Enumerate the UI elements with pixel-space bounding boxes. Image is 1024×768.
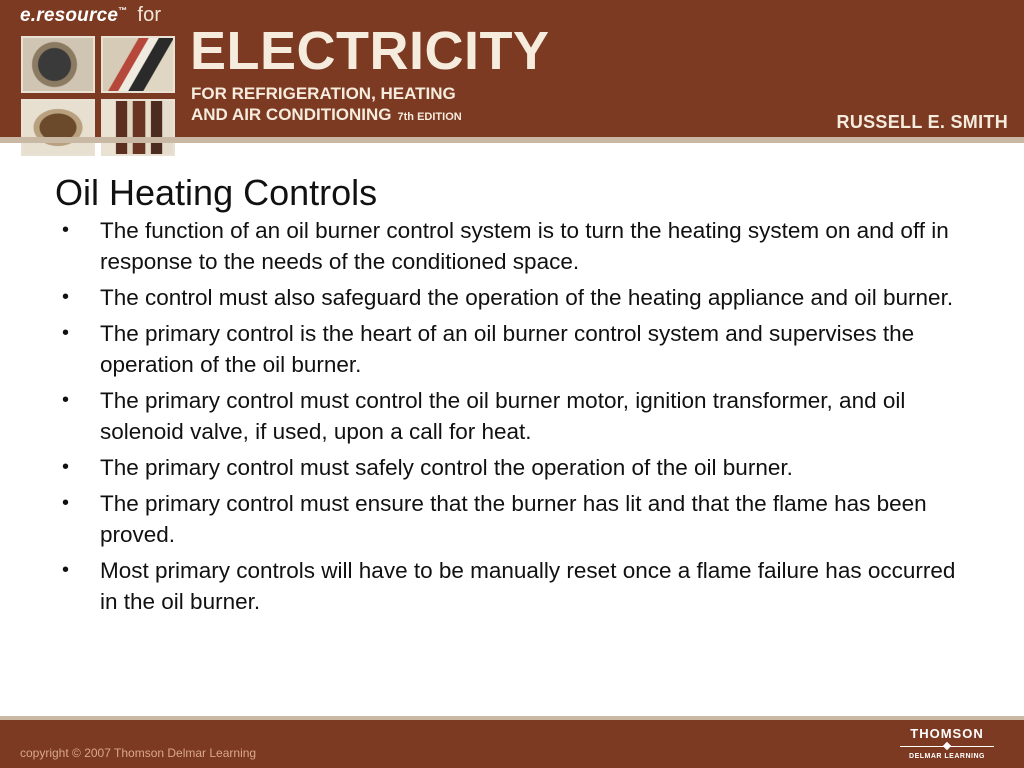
bullet-text: The primary control is the heart of an oil burner control system and supervises the operation of the oil burner. — [100, 321, 915, 377]
bullet-item — [55, 385, 965, 447]
brand-trademark: ™ — [118, 5, 128, 16]
edition-label: 7th EDITION — [397, 111, 462, 123]
bullet-marker: • — [62, 559, 70, 581]
bullet-text: The function of an oil burner control system is to turn the heating system on and off in response to the needs of the conditioned space. — [100, 218, 949, 274]
logo-thomson: THOMSON — [910, 726, 984, 741]
bullet-item — [55, 555, 965, 617]
wiring-photo — [101, 36, 175, 93]
logo-delmar: DELMAR LEARNING — [909, 753, 985, 760]
footer-bar — [0, 720, 1024, 768]
bullet-item — [55, 215, 965, 277]
relay-photo — [101, 99, 175, 156]
book-subtitle — [191, 83, 462, 128]
copyright-text: copyright © 2007 Thomson Delmar Learning — [20, 746, 257, 760]
bullet-text: The primary control must ensure that the burner has lit and that the flame has been proved. — [100, 491, 927, 547]
bullet-marker: • — [62, 322, 70, 344]
brand-name: e.resource — [20, 5, 119, 26]
bullet-marker: • — [62, 456, 70, 478]
bullet-text: Most primary controls will have to be manually reset once a flame failure has occurred in the oil burner. — [100, 558, 956, 614]
header-banner — [0, 0, 1024, 137]
bullet-marker: • — [62, 492, 70, 514]
bullet-text: The primary control must safely control the operation of the oil burner. — [100, 455, 793, 480]
subtitle-line-1: FOR REFRIGERATION, HEATING — [191, 84, 456, 103]
fan-motor-photo — [21, 99, 95, 156]
subtitle-line-2: AND AIR CONDITIONING 7th EDITION — [191, 105, 462, 124]
bullet-item — [55, 282, 965, 313]
bullet-marker: • — [62, 286, 70, 308]
bullet-item — [55, 488, 965, 550]
book-title: ELECTRICITY — [190, 21, 550, 81]
bullet-text: The control must also safeguard the operation of the heating appliance and oil burner. — [100, 285, 954, 310]
header-divider — [0, 137, 1024, 143]
bullet-marker: • — [62, 389, 70, 411]
publisher-logo — [900, 726, 994, 764]
author-name: RUSSELL E. SMITH — [836, 112, 1008, 132]
bullet-item — [55, 452, 965, 483]
bullet-list — [55, 215, 965, 622]
brand-for: for — [137, 4, 162, 26]
slide-title: Oil Heating Controls — [55, 172, 378, 213]
bullet-text: The primary control must control the oil burner motor, ignition transformer, and oil solenoid valve, if used, upon a call for heat. — [100, 388, 906, 444]
bullet-marker: • — [62, 219, 70, 241]
motor-photo — [21, 36, 95, 93]
eresource-brand — [20, 4, 161, 27]
logo-divider-icon — [900, 743, 994, 751]
bullet-item — [55, 318, 965, 380]
